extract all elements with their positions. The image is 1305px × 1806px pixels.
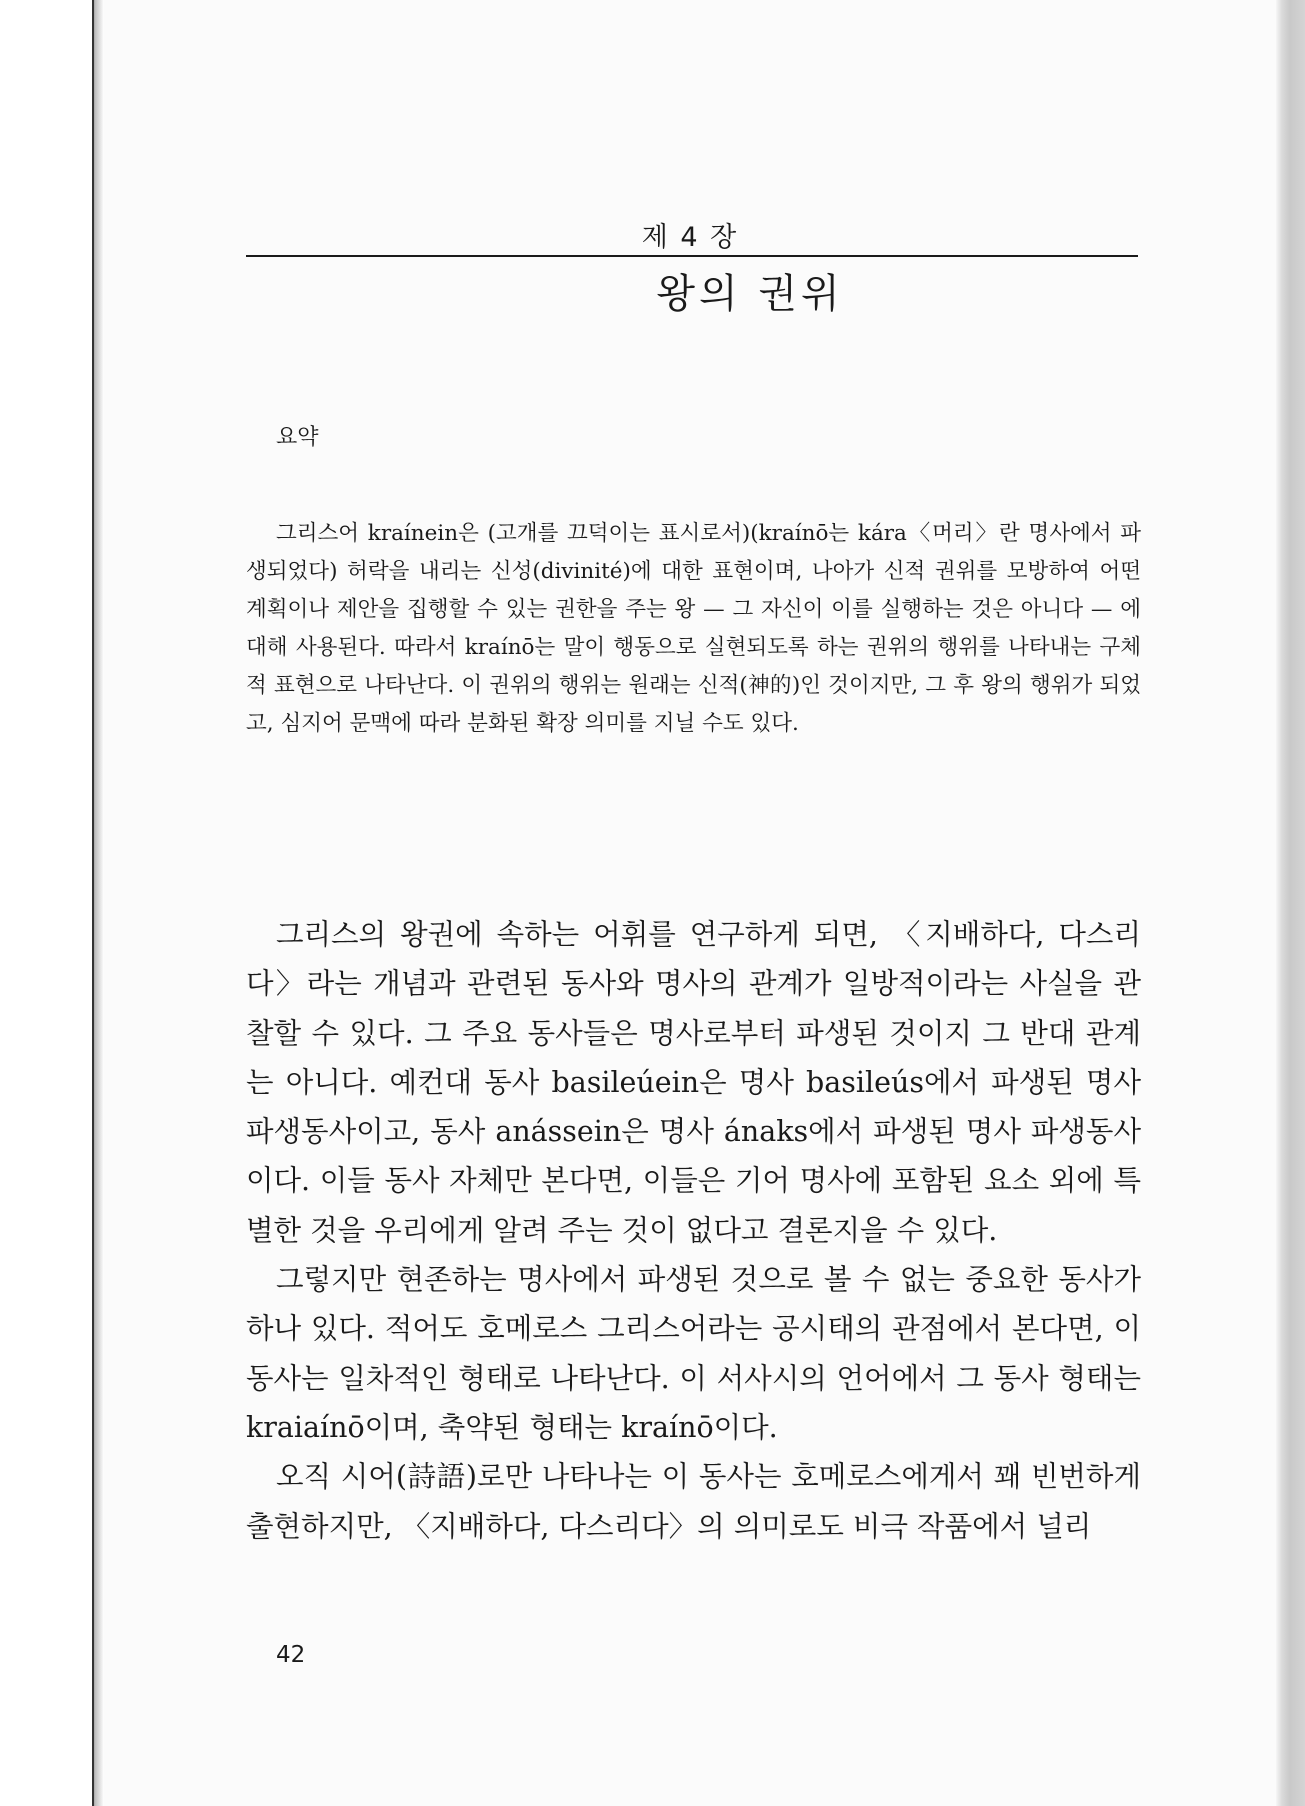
body-paragraph: 그리스의 왕권에 속하는 어휘를 연구하게 되면, 〈지배하다, 다스리다〉라는 개념과 관련된 동사와 명사의 관계가 일방적이라는 사실을 관찰할 수 있다. 그 주요 동사들은 명사로부터 파생된 것이지 그 반대 관계는 아니다. 예컨대 동사 basileúein은 명사 basileús에서 파생된 명사파생동사이고, 동사 anássein은 명사 ánaks에서 파생된 명사 파생동사이다. 이들 동사 자체만 본다면, 이들은 기어 명사에 포함된 요소 외에 특별한 것을 우리에게 알려 주는 것이 없다고 결론지을 수 있다.: [246, 918, 1141, 1247]
body-paragraph: 오직 시어(詩語)로만 나타나는 이 동사는 호메로스에게서 꽤 빈번하게 출현하지만, 〈지배하다, 다스리다〉의 의미로도 비극 작품에서 널리: [246, 1460, 1141, 1543]
page-number: 42: [276, 1642, 306, 1668]
book-page: [104, 0, 1276, 1806]
page-stack-edge: [1276, 0, 1305, 1806]
page-left-edge: [92, 0, 94, 1806]
chapter-number: 제 4 장: [641, 222, 739, 253]
body-paragraph: 그렇지만 현존하는 명사에서 파생된 것으로 볼 수 없는 중요한 동사가 하나 있다. 적어도 호메로스 그리스어라는 공시태의 관점에서 본다면, 이 동사는 일차적인 형태로 나타난다. 이 서사시의 언어에서 그 동사 형태는 kraiaínō이며, 축약된 형태는 kraínō이다.: [246, 1263, 1141, 1444]
summary-heading: 요약: [276, 425, 319, 450]
summary-paragraph: 그리스어 kraínein은 (고개를 끄덕이는 표시로서)(kraínō는 kára〈머리〉란 명사에서 파생되었다) 허락을 내리는 신성(divinité)에 대한 표현이며, 나아가 신적 권위를 모방하여 어떤 계획이나 제안을 집행할 수 있는 권한을 주는 왕 — 그 자신이 이를 실행하는 것은 아니다 — 에 대해 사용된다. 따라서 kraínō는 말이 행동으로 실현되도록 하는 권위의 행위를 나타내는 구체적 표현으로 나타난다. 이 권위의 행위는 원래는 신적(神的)인 것이지만, 그 후 왕의 행위가 되었고, 심지어 문맥에 따라 분화된 확장 의미를 지닐 수도 있다.: [246, 521, 1141, 736]
body-text: [246, 910, 1141, 1551]
chapter-title: 왕의 권위: [656, 271, 844, 317]
chapter-divider: [246, 255, 1138, 257]
